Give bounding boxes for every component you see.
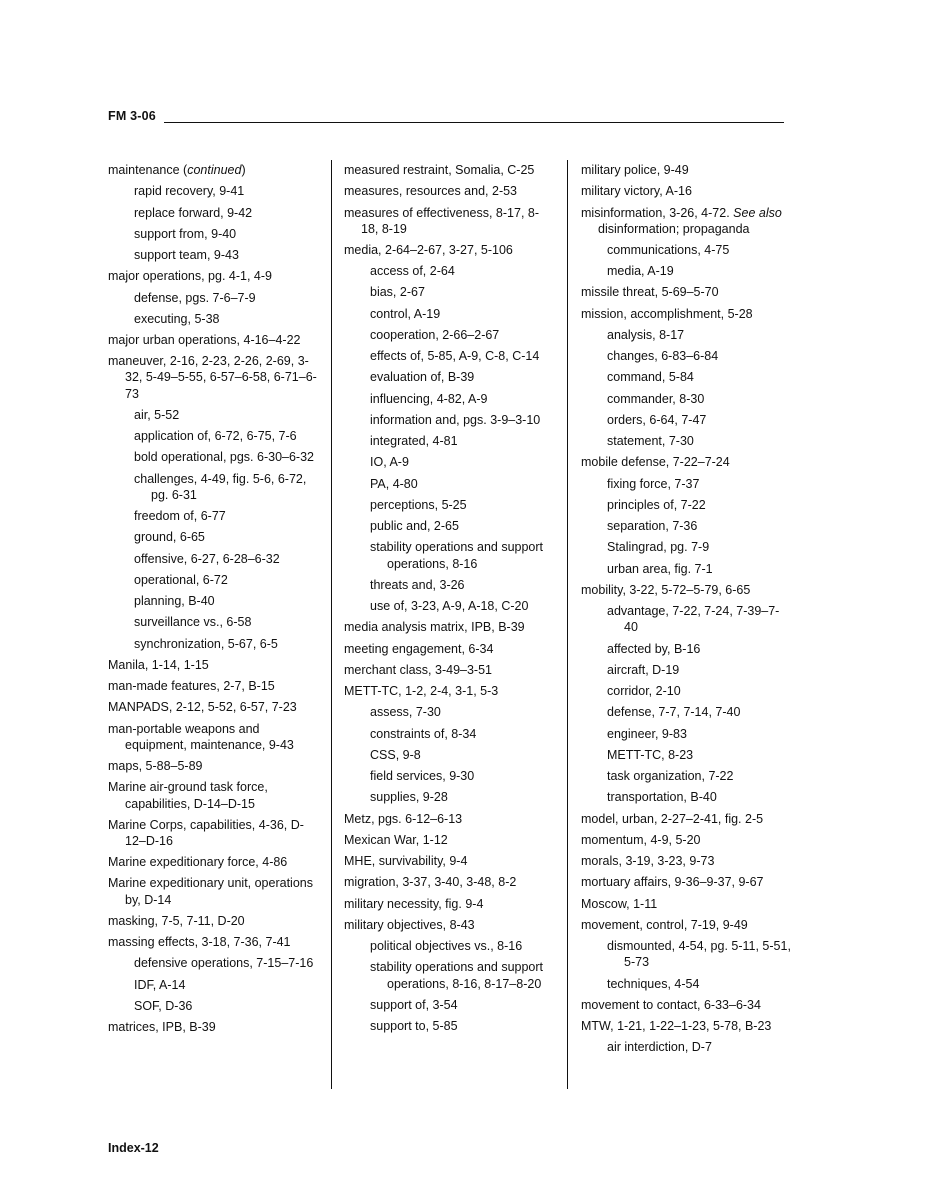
index-subentry: corridor, 2-10 xyxy=(607,684,681,699)
entry-text: maintenance ( xyxy=(108,163,188,177)
index-entry: Moscow, 1-11 xyxy=(581,896,658,911)
index-entry: missile threat, 5-69–5-70 xyxy=(581,285,719,300)
running-header xyxy=(108,109,784,125)
index-entry: model, urban, 2-27–2-41, fig. 2-5 xyxy=(581,811,764,826)
index-entry: military necessity, fig. 9-4 xyxy=(344,896,484,911)
index-subentry: transportation, B-40 xyxy=(607,790,717,805)
index-subentry: commander, 8-30 xyxy=(607,391,705,406)
index-subentry: urban area, fig. 7-1 xyxy=(607,561,713,576)
index-entry: MANPADS, 2-12, 5-52, 6-57, 7-23 xyxy=(108,700,297,715)
index-entry: military victory, A-16 xyxy=(581,184,692,199)
index-subentry: aircraft, D-19 xyxy=(607,662,680,677)
index-entry: Marine air-ground task force, capabilities, D-14–D-15 xyxy=(108,780,268,811)
index-column-2 xyxy=(344,162,556,1039)
index-entry: maneuver, 2-16, 2-23, 2-26, 2-69, 3-32, 5-49–5-55, 6-57–6-58, 6-71–6-73 xyxy=(108,354,317,401)
index-subentry: IDF, A-14 xyxy=(134,977,186,992)
index-entry: morals, 3-19, 3-23, 9-73 xyxy=(581,854,715,869)
index-entry: MTW, 1-21, 1-22–1-23, 5-78, B-23 xyxy=(581,1019,772,1034)
index-entry: military objectives, 8-43 xyxy=(344,917,475,932)
index-subentry: influencing, 4-82, A-9 xyxy=(370,391,488,406)
index-entry: man-made features, 2-7, B-15 xyxy=(108,679,275,694)
index-subentry: stability operations and support operations, 8-16, 8-17–8-20 xyxy=(370,960,544,991)
index-subentry: threats and, 3-26 xyxy=(370,577,465,592)
index-subentry: political objectives vs., 8-16 xyxy=(370,939,523,954)
index-subentry: changes, 6-83–6-84 xyxy=(607,349,719,364)
index-entry: masking, 7-5, 7-11, D-20 xyxy=(108,913,245,928)
index-subentry: challenges, 4-49, fig. 5-6, 6-72, pg. 6-31 xyxy=(134,471,307,502)
index-subentry: dismounted, 4-54, pg. 5-11, 5-51, 5-73 xyxy=(607,939,791,970)
index-subentry: public and, 2-65 xyxy=(370,519,459,534)
index-subentry: ground, 6-65 xyxy=(134,530,205,545)
entry-text: disinformation; propaganda xyxy=(598,221,750,236)
index-entry: major operations, pg. 4-1, 4-9 xyxy=(108,269,272,284)
index-subentry: affected by, B-16 xyxy=(607,641,701,656)
index-subentry: IO, A-9 xyxy=(370,455,409,470)
index-subentry: effects of, 5-85, A-9, C-8, C-14 xyxy=(370,349,540,364)
index-column-3 xyxy=(581,162,793,1061)
index-subentry: air interdiction, D-7 xyxy=(607,1040,712,1055)
index-subentry: offensive, 6-27, 6-28–6-32 xyxy=(134,551,280,566)
index-subentry: orders, 6-64, 7-47 xyxy=(607,412,707,427)
index-entry xyxy=(108,162,320,178)
index-entry: major urban operations, 4-16–4-22 xyxy=(108,333,301,347)
index-subentry: support from, 9-40 xyxy=(134,226,237,241)
index-entry: migration, 3-37, 3-40, 3-48, 8-2 xyxy=(344,875,517,890)
index-subentry: operational, 6-72 xyxy=(134,572,228,587)
index-subentry: planning, B-40 xyxy=(134,594,215,609)
index-subentry: use of, 3-23, A-9, A-18, C-20 xyxy=(370,599,529,614)
index-subentry: control, A-19 xyxy=(370,306,441,321)
index-subentry: principles of, 7-22 xyxy=(607,497,706,512)
index-subentry: PA, 4-80 xyxy=(370,476,418,491)
index-subentry: communications, 4-75 xyxy=(607,242,730,257)
index-entry: mission, accomplishment, 5-28 xyxy=(581,306,753,321)
index-subentry: executing, 5-38 xyxy=(134,311,220,326)
index-subentry: application of, 6-72, 6-75, 7-6 xyxy=(134,429,297,444)
index-entry: measures of effectiveness, 8-17, 8-18, 8-19 xyxy=(344,205,540,236)
index-subentry: integrated, 4-81 xyxy=(370,434,458,449)
index-entry: media, 2-64–2-67, 3-27, 5-106 xyxy=(344,242,513,257)
column-divider xyxy=(567,160,568,1089)
index-subentry: statement, 7-30 xyxy=(607,434,694,449)
header-rule xyxy=(164,122,784,123)
index-entry: measured restraint, Somalia, C-25 xyxy=(344,163,535,177)
index-subentry: METT-TC, 8-23 xyxy=(607,747,694,762)
index-entry: military police, 9-49 xyxy=(581,163,689,177)
index-entry: Marine Corps, capabilities, 4-36, D-12–D-16 xyxy=(108,817,304,848)
index-subentry: defense, pgs. 7-6–7-9 xyxy=(134,290,256,305)
index-entry: massing effects, 3-18, 7-36, 7-41 xyxy=(108,935,291,950)
index-subentry: access of, 2-64 xyxy=(370,264,455,279)
index-subentry: task organization, 7-22 xyxy=(607,769,734,784)
index-subentry: advantage, 7-22, 7-24, 7-39–7-40 xyxy=(607,604,780,635)
index-entry: mobile defense, 7-22–7-24 xyxy=(581,455,730,470)
column-divider xyxy=(331,160,332,1089)
index-subentry: SOF, D-36 xyxy=(134,998,193,1013)
index-subentry: evaluation of, B-39 xyxy=(370,370,475,385)
index-entry: Mexican War, 1-12 xyxy=(344,832,448,847)
index-subentry: analysis, 8-17 xyxy=(607,327,685,342)
index-subentry: separation, 7-36 xyxy=(607,519,698,534)
page-number: Index-12 xyxy=(108,1141,159,1155)
index-subentry: techniques, 4-54 xyxy=(607,976,700,991)
index-subentry: perceptions, 5-25 xyxy=(370,497,467,512)
entry-text: misinformation, 3-26, 4-72. xyxy=(581,205,734,220)
index-entry: Manila, 1-14, 1-15 xyxy=(108,657,209,672)
index-entry: media analysis matrix, IPB, B-39 xyxy=(344,620,525,635)
index-entry: movement to contact, 6-33–6-34 xyxy=(581,997,761,1012)
index-subentry: surveillance vs., 6-58 xyxy=(134,615,252,630)
index-entry: matrices, IPB, B-39 xyxy=(108,1020,216,1035)
index-subentry: constraints of, 8-34 xyxy=(370,726,477,741)
index-subentry: support of, 3-54 xyxy=(370,997,458,1012)
index-entry: movement, control, 7-19, 9-49 xyxy=(581,917,748,932)
index-subentry: CSS, 9-8 xyxy=(370,747,421,762)
index-entry: MHE, survivability, 9-4 xyxy=(344,854,468,869)
index-entry: momentum, 4-9, 5-20 xyxy=(581,832,701,847)
index-subentry: defense, 7-7, 7-14, 7-40 xyxy=(607,705,741,720)
index-subentry: air, 5-52 xyxy=(134,407,180,422)
italic-text: continued xyxy=(187,163,242,177)
index-entry: Metz, pgs. 6-12–6-13 xyxy=(344,811,463,826)
index-entry: meeting engagement, 6-34 xyxy=(344,641,494,656)
index-subentry: media, A-19 xyxy=(607,264,674,279)
manual-number: FM 3-06 xyxy=(108,109,156,123)
index-entry: mortuary affairs, 9-36–9-37, 9-67 xyxy=(581,875,764,890)
index-subentry: freedom of, 6-77 xyxy=(134,509,226,524)
index-subentry: cooperation, 2-66–2-67 xyxy=(370,327,500,342)
index-subentry: stability operations and support operations, 8-16 xyxy=(370,540,544,571)
index-subentry: synchronization, 5-67, 6-5 xyxy=(134,636,278,651)
index-entry: mobility, 3-22, 5-72–5-79, 6-65 xyxy=(581,582,751,597)
index-entry: Marine expeditionary unit, operations by, D-14 xyxy=(108,876,313,907)
index-subentry: supplies, 9-28 xyxy=(370,790,448,805)
index-subentry: bias, 2-67 xyxy=(370,285,425,300)
index-subentry: fixing force, 7-37 xyxy=(607,476,700,491)
index-column-1 xyxy=(108,162,320,1040)
index-subentry: assess, 7-30 xyxy=(370,705,441,720)
index-entry: METT-TC, 1-2, 2-4, 3-1, 5-3 xyxy=(344,684,499,699)
index-subentry: defensive operations, 7-15–7-16 xyxy=(134,956,314,971)
index-subentry: replace forward, 9-42 xyxy=(134,205,253,220)
index-subentry: command, 5-84 xyxy=(607,370,694,385)
index-subentry: support team, 9-43 xyxy=(134,248,239,262)
index-subentry: engineer, 9-83 xyxy=(607,726,687,741)
index-subentry: support to, 5-85 xyxy=(370,1019,458,1034)
italic-text: See also xyxy=(733,205,782,220)
index-entry xyxy=(581,205,793,237)
index-entry: maps, 5-88–5-89 xyxy=(108,759,203,774)
index-subentry: information and, pgs. 3-9–3-10 xyxy=(370,412,541,427)
entry-text: ) xyxy=(241,163,246,177)
index-entry: merchant class, 3-49–3-51 xyxy=(344,662,492,677)
index-subentry: Stalingrad, pg. 7-9 xyxy=(607,540,710,555)
index-subentry: field services, 9-30 xyxy=(370,769,475,784)
index-entry: man-portable weapons and equipment, maintenance, 9-43 xyxy=(108,721,294,752)
index-entry: measures, resources and, 2-53 xyxy=(344,184,518,199)
index-entry: Marine expeditionary force, 4-86 xyxy=(108,855,288,870)
index-subentry: rapid recovery, 9-41 xyxy=(134,184,245,199)
index-subentry: bold operational, pgs. 6-30–6-32 xyxy=(134,450,314,465)
